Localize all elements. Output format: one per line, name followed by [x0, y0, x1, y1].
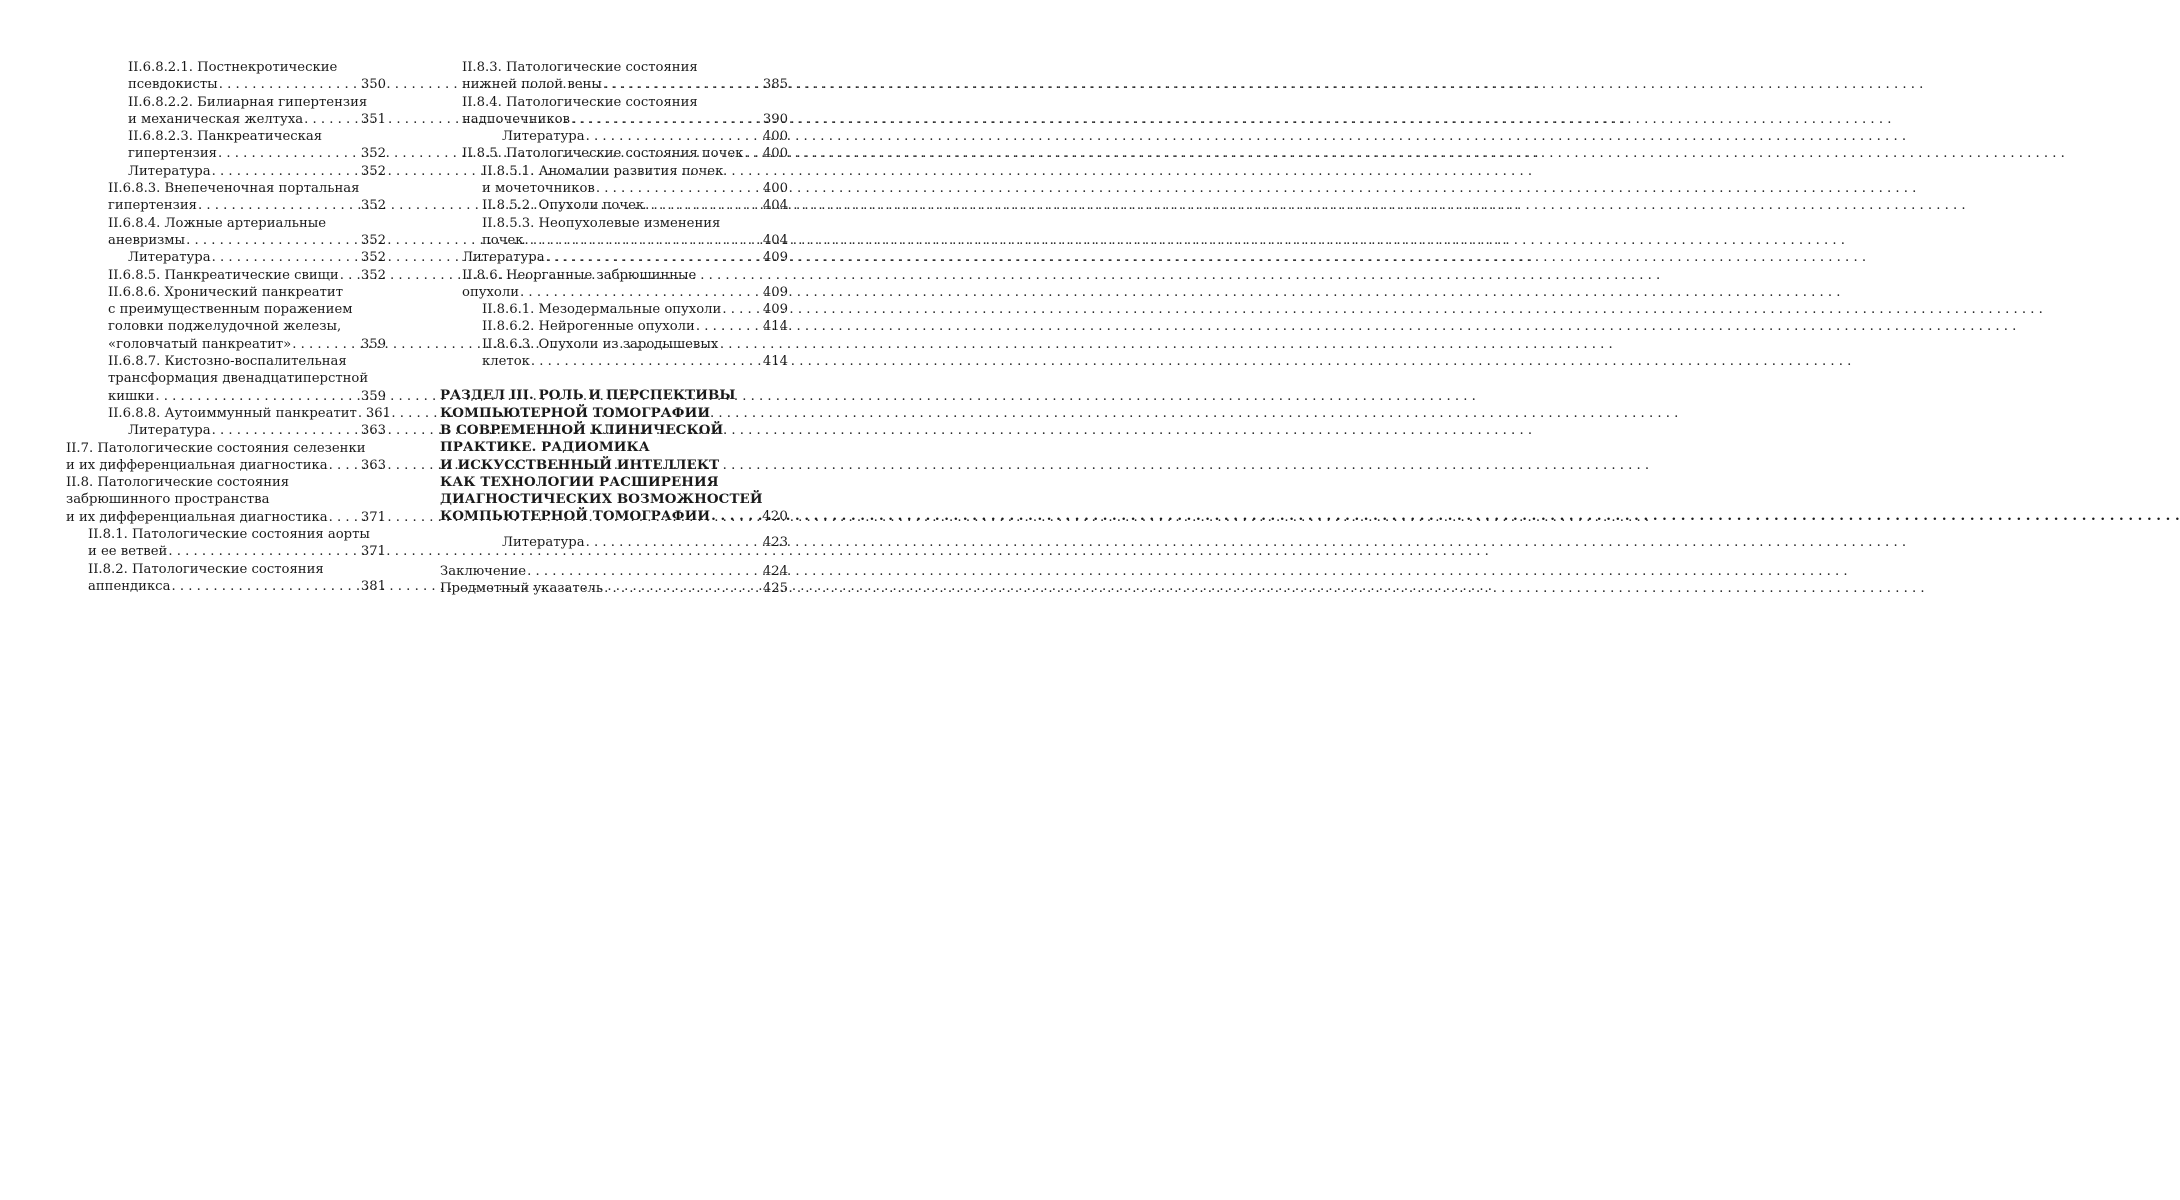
toc-leader-dots: [212, 249, 359, 266]
toc-leader-dots: [198, 197, 359, 214]
toc-entry-title: Литература: [462, 250, 545, 266]
toc-entry[interactable]: [440, 59, 788, 94]
toc-entry[interactable]: [66, 163, 386, 180]
toc-entry-last-line: [502, 534, 788, 551]
toc-entry[interactable]: [440, 249, 788, 266]
toc-page-number: 424: [762, 564, 788, 580]
toc-entry[interactable]: [440, 336, 788, 371]
toc-entry[interactable]: [440, 145, 788, 162]
toc-leader-dots: [219, 76, 359, 93]
toc-entry[interactable]: [66, 526, 386, 561]
toc-right-column: [440, 59, 788, 598]
toc-page-number: 425: [762, 581, 788, 597]
toc-entry-title: Предметный указатель: [440, 581, 604, 597]
toc-page-number: 385: [762, 77, 788, 93]
toc-entry-title: клеток: [482, 354, 530, 370]
toc-entry-last-line: [482, 180, 788, 197]
toc-page-number: 400: [762, 181, 788, 197]
toc-entry-last-line: [128, 145, 386, 162]
toc-entry[interactable]: [440, 197, 788, 214]
toc-entry-last-line: [440, 508, 788, 525]
toc-page-number: 359: [360, 388, 386, 404]
toc-entry-last-line: [108, 336, 386, 353]
toc-entry-line: II.8.5.1. Аномалии развития почек: [482, 163, 724, 179]
toc-page-number: 414: [762, 319, 788, 335]
toc-page-number: 352: [360, 198, 386, 214]
toc-leader-dots: [186, 232, 359, 249]
toc-page-number: 352: [360, 267, 386, 283]
toc-entry-last-line: [482, 197, 788, 214]
toc-page-number: 352: [360, 232, 386, 248]
toc-entry-last-line: [440, 563, 788, 580]
toc-leader-dots: [696, 318, 761, 335]
toc-entry-title: II.6.8.5. Панкреатические свищи: [108, 267, 339, 283]
toc-entry-line: II.6.8.2.1. Постнекротические: [128, 60, 338, 75]
toc-leader-dots: [155, 388, 359, 405]
toc-entry[interactable]: [66, 215, 386, 250]
toc-leader-dots: [722, 301, 760, 318]
toc-leader-dots: [586, 534, 761, 551]
toc-entry-title: II.8.5.2. Опухоли почек: [482, 198, 645, 214]
toc-entry-last-line: [462, 76, 788, 93]
toc-page-number: 400: [762, 129, 788, 145]
toc-entry-last-line: [88, 543, 386, 560]
toc-entry-last-line: [108, 197, 386, 214]
toc-entry-last-line: [66, 457, 386, 474]
toc-entry[interactable]: [66, 440, 386, 475]
toc-entry[interactable]: [66, 94, 386, 129]
toc-entry-line: II.6.8.6. Хронический панкреатит: [108, 284, 343, 300]
toc-leader-dots: [329, 509, 359, 526]
toc-entry-line: забрюшинного пространства: [66, 492, 270, 508]
toc-page-number: 352: [360, 146, 386, 162]
toc-entry-last-line: [108, 267, 386, 284]
toc-page-number: 351: [360, 111, 386, 127]
toc-entry-title: гипертензия: [108, 198, 197, 214]
toc-entry-title: КОМПЬЮТЕРНОЙ ТОМОГРАФИИ: [440, 508, 711, 525]
toc-entry[interactable]: [66, 59, 386, 94]
toc-leader-dots: [645, 197, 761, 214]
toc-entry-last-line: [502, 128, 788, 145]
toc-leader-dots: [571, 111, 761, 128]
toc-entry-title: псевдокисты: [128, 77, 218, 93]
toc-page-number: 409: [762, 284, 788, 300]
toc-entry-line: II.6.8.2.3. Панкреатическая: [128, 129, 323, 145]
toc-entry-line: трансформация двенадцатиперстной: [108, 371, 369, 387]
toc-leader-dots: [358, 405, 364, 422]
toc-entry-title: Литература: [502, 534, 585, 550]
toc-entry[interactable]: [66, 422, 386, 439]
toc-leader-dots: [292, 336, 359, 353]
toc-entry-last-line: [482, 232, 788, 249]
toc-entry-line: II.8.2. Патологические состояния: [88, 561, 324, 577]
toc-leader-dots: [604, 580, 761, 597]
toc-entry-line: II.8.5.3. Неопухолевые изменения: [482, 215, 721, 231]
toc-entry-title: II.8.6.2. Нейрогенные опухоли: [482, 319, 695, 335]
toc-entry[interactable]: [66, 180, 386, 215]
toc-entry[interactable]: [440, 215, 788, 250]
toc-entry-line: II.7. Патологические состояния селезенки: [66, 440, 366, 456]
toc-leader-dots: [744, 145, 760, 162]
toc-entry-last-line: [108, 405, 391, 422]
toc-leader-dots: [711, 508, 760, 525]
toc-page-number: 409: [762, 302, 788, 318]
toc-entry[interactable]: [440, 94, 788, 129]
toc-entry-line: головки поджелудочной железы,: [108, 319, 342, 335]
toc-entry-last-line: [128, 249, 386, 266]
toc-entry-title: II.8.5. Патологические состояния почек: [462, 146, 744, 162]
toc-entry-last-line: [482, 318, 788, 335]
toc-entry-line: II.8.3. Патологические состояния: [462, 60, 698, 75]
toc-leader-dots: [525, 232, 761, 249]
toc-entry[interactable]: [440, 163, 788, 198]
toc-page-number: 404: [762, 232, 788, 248]
toc-leader-dots: [531, 353, 761, 370]
toc-entry-line: II.6.8.3. Внепеченочная портальная: [108, 181, 360, 197]
toc-page-number: 350: [360, 77, 386, 93]
toc-leader-dots: [603, 76, 761, 93]
toc-page-number: 400: [762, 146, 788, 162]
toc-page-number: 361: [365, 405, 391, 421]
toc-left-column: [66, 59, 391, 595]
toc-page-number: 371: [360, 509, 386, 525]
toc-entry[interactable]: [66, 249, 386, 266]
toc-entry-title: нижней полой вены: [462, 77, 602, 93]
toc-entry-line: II.8.6.3. Опухоли из зародышевых: [482, 336, 719, 352]
toc-entry-title: почек: [482, 232, 524, 248]
toc-entry-title: II.6.8.8. Аутоиммунный панкреатит: [108, 405, 357, 421]
toc-entry[interactable]: [66, 561, 386, 596]
toc-entry[interactable]: [440, 534, 788, 551]
toc-entry-line: II.8. Патологические состояния: [66, 475, 290, 491]
toc-leader-dots: [586, 128, 761, 145]
toc-entry[interactable]: [66, 284, 386, 353]
toc-page-number: 371: [360, 544, 386, 560]
toc-entry-last-line: [128, 111, 386, 128]
toc-leader-dots: [520, 284, 761, 301]
toc-entry-last-line: [462, 284, 788, 301]
toc-entry[interactable]: [66, 267, 386, 284]
toc-entry-title: кишки: [108, 388, 155, 404]
toc-page-number: 352: [360, 163, 386, 179]
toc-leader-dots: [546, 249, 761, 266]
toc-leader-dots: [168, 543, 359, 560]
toc-entry-last-line: [462, 111, 788, 128]
toc-entry-title: Литература: [128, 423, 211, 439]
toc-entry-line: КАК ТЕХНОЛОГИИ РАСШИРЕНИЯ: [440, 473, 719, 490]
toc-entry[interactable]: [66, 128, 386, 163]
toc-entry-title: и их дифференциальная диагностика: [66, 457, 328, 473]
toc-entry-title: Заключение: [440, 564, 527, 580]
toc-entry-title: гипертензия: [128, 146, 217, 162]
toc-entry[interactable]: [440, 128, 788, 145]
toc-entry-last-line: [128, 422, 386, 439]
toc-entry-last-line: [440, 580, 788, 597]
toc-entry-line: II.8.1. Патологические состояния аорты: [88, 527, 370, 543]
toc-page-number: 381: [360, 578, 386, 594]
toc-entry-last-line: [482, 353, 788, 370]
toc-entry-line: II.6.8.7. Кистозно-воспалительная: [108, 354, 347, 370]
toc-leader-dots: [212, 422, 359, 439]
toc-entry-last-line: [482, 301, 788, 318]
toc-entry-line: II.6.8.4. Ложные артериальные: [108, 215, 327, 231]
toc-entry-title: Литература: [502, 129, 585, 145]
toc-entry-last-line: [128, 76, 386, 93]
toc-page-number: 363: [360, 423, 386, 439]
toc-entry[interactable]: [66, 353, 386, 405]
toc-page-number: 390: [762, 111, 788, 127]
toc-entry-last-line: [108, 388, 386, 405]
toc-entry[interactable]: [440, 318, 788, 335]
toc-leader-dots: [171, 578, 358, 595]
toc-page-number: 359: [360, 336, 386, 352]
toc-entry[interactable]: [440, 563, 788, 580]
toc-entry-last-line: [108, 232, 386, 249]
toc-entry[interactable]: [440, 580, 788, 597]
toc-entry-title: опухоли: [462, 284, 520, 300]
toc-entry-last-line: [462, 145, 788, 162]
toc-entry-title: аневризмы: [108, 232, 186, 248]
toc-leader-dots: [218, 145, 359, 162]
toc-entry-last-line: [66, 509, 386, 526]
toc-entry[interactable]: [66, 405, 391, 422]
toc-section-heading[interactable]: [440, 387, 788, 525]
toc-entry-line: КОМПЬЮТЕРНОЙ ТОМОГРАФИИ: [440, 404, 711, 421]
toc-entry-line: с преимущественным поражением: [108, 302, 353, 318]
toc-entry-last-line: [88, 578, 386, 595]
toc-entry-last-line: [128, 163, 386, 180]
toc-page-number: 414: [762, 354, 788, 370]
toc-entry-line: ДИАГНОСТИЧЕСКИХ ВОЗМОЖНОСТЕЙ: [440, 491, 763, 508]
toc-entry[interactable]: [440, 267, 788, 302]
toc-entry-title: аппендикса: [88, 578, 171, 594]
toc-entry-title: Литература: [128, 250, 211, 266]
toc-page-number: 352: [360, 250, 386, 266]
toc-entry-last-line: [462, 249, 788, 266]
toc-entry-title: и их дифференциальная диагностика: [66, 509, 328, 525]
toc-entry[interactable]: [66, 474, 386, 526]
toc-page-number: 423: [762, 534, 788, 550]
toc-entry-line: В СОВРЕМЕННОЙ КЛИНИЧЕСКОЙ: [440, 421, 724, 438]
toc-entry-title: и ее ветвей: [88, 544, 168, 560]
toc-entry-line: II.8.6. Неорганные забрюшинные: [462, 267, 697, 283]
toc-entry-title: Литература: [128, 163, 211, 179]
toc-page-number: 420: [762, 509, 788, 525]
toc-leader-dots: [329, 457, 359, 474]
toc-leader-dots: [212, 163, 359, 180]
toc-leader-dots: [527, 563, 761, 580]
toc-entry-line: РАЗДЕЛ III. РОЛЬ И ПЕРСПЕКТИВЫ: [440, 387, 736, 404]
toc-page-number: 409: [762, 250, 788, 266]
toc-entry-line: ПРАКТИКЕ. РАДИОМИКА: [440, 439, 650, 456]
toc-leader-dots: [340, 267, 359, 284]
toc-page-number: 404: [762, 198, 788, 214]
toc-leader-dots: [596, 180, 761, 197]
toc-entry-title: и мочеточников: [482, 181, 595, 197]
toc-entry-title: надпочечников: [462, 111, 570, 127]
toc-leader-dots: [304, 111, 359, 128]
toc-entry[interactable]: [440, 301, 788, 318]
toc-page-number: 363: [360, 457, 386, 473]
toc-entry-title: II.8.6.1. Мезодермальные опухоли: [482, 302, 722, 318]
toc-entry-title: «головчатый панкреатит»: [108, 336, 292, 352]
toc-entry-line: II.8.4. Патологические состояния: [462, 94, 698, 110]
toc-entry-line: И ИСКУССТВЕННЫЙ ИНТЕЛЛЕКТ: [440, 456, 720, 473]
toc-entry-title: и механическая желтуха: [128, 111, 304, 127]
toc-entry-line: II.6.8.2.2. Билиарная гипертензия: [128, 94, 368, 110]
